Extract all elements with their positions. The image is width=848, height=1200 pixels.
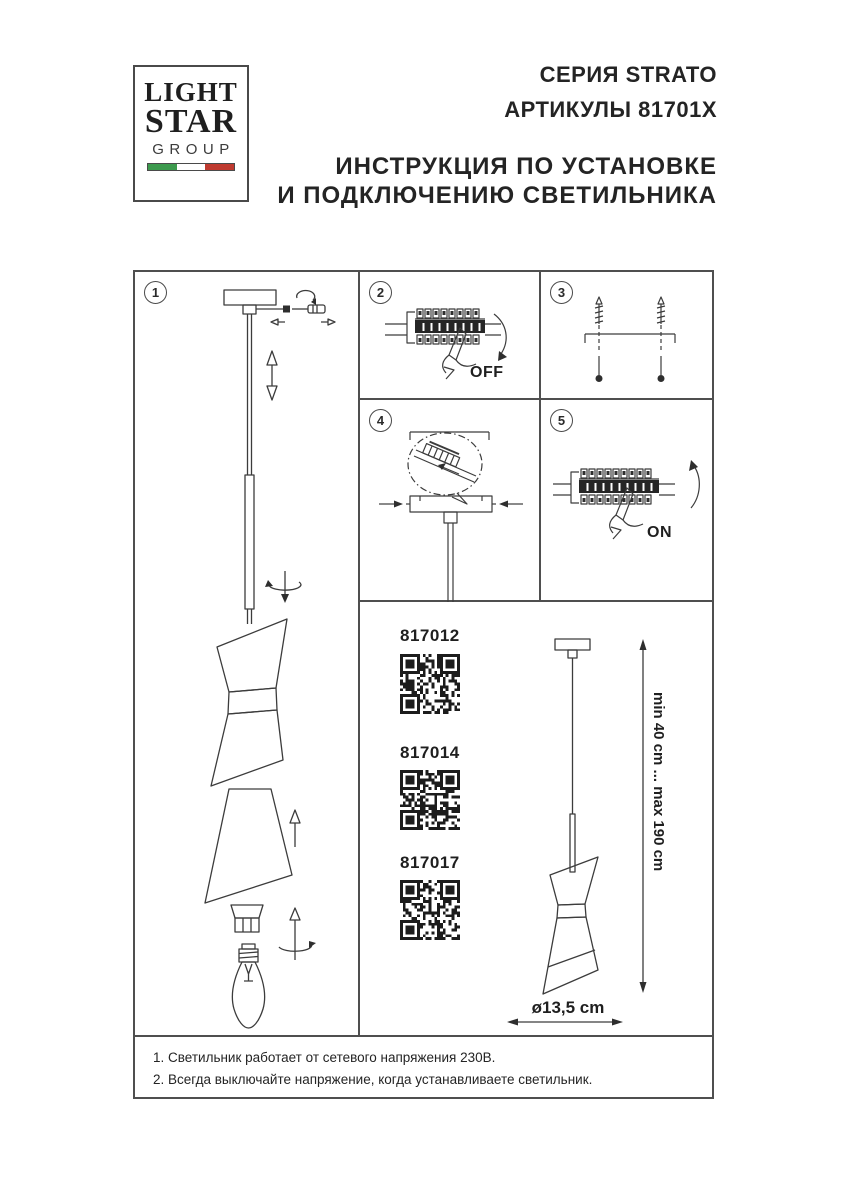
article-number-817017: 817017 [400,853,460,872]
articles-title: АРТИКУЛЫ 81701X [504,97,717,122]
step-3-badge: 3 [550,281,573,304]
footnotes [135,1035,712,1097]
footnote-2: 2. Всегда выключайте напряжение, когда устанавливаете светильник. [153,1071,593,1087]
flag-stripe-red [205,164,234,170]
series-title: СЕРИЯ STRATO [539,62,717,87]
off-label: OFF [470,364,504,381]
qr-code-817012 [400,654,460,714]
flag-stripe-green [148,164,177,170]
footnote-1: 1. Светильник работает от сетевого напряжения 230В. [153,1050,496,1065]
qr-code-817014 [400,770,460,830]
brand-logo [133,65,249,202]
pendant-dimensions-diagram [506,602,712,1035]
products-panel [360,602,712,1035]
diameter-dimension-label: ø13,5 cm [531,998,605,1017]
pendant-assembly-diagram [135,272,360,1035]
qr-code-817017 [400,880,460,940]
step-panel-5 [541,400,712,602]
brand-name-star: STAR [144,102,238,140]
flag-stripe-white [177,164,206,170]
instruction-title-line1: ИНСТРУКЦИЯ ПО УСТАНОВКЕ [335,153,717,180]
italian-flag-icon [147,163,235,171]
step-2-badge: 2 [369,281,392,304]
brand-name-light: LIGHT [144,77,238,107]
instruction-title-line2: И ПОДКЛЮЧЕНИЮ СВЕТИЛЬНИКА [277,181,717,209]
step-panel-1 [135,272,360,1035]
height-dimension-label: min 40 cm ... max 190 cm [650,692,667,872]
canopy-wiring-diagram [360,400,541,602]
brand-name-group: GROUP [152,140,235,158]
step-panel-3 [541,272,712,400]
instruction-grid [133,270,714,1099]
step-5-badge: 5 [550,409,573,432]
article-number-817012: 817012 [400,626,460,645]
step-1-badge: 1 [144,281,167,304]
step-panel-4 [360,400,541,602]
article-number-817014: 817014 [400,743,460,762]
step-panel-2 [360,272,541,400]
on-label: ON [647,524,672,541]
header-title-block [277,62,717,211]
step-4-badge: 4 [369,409,392,432]
